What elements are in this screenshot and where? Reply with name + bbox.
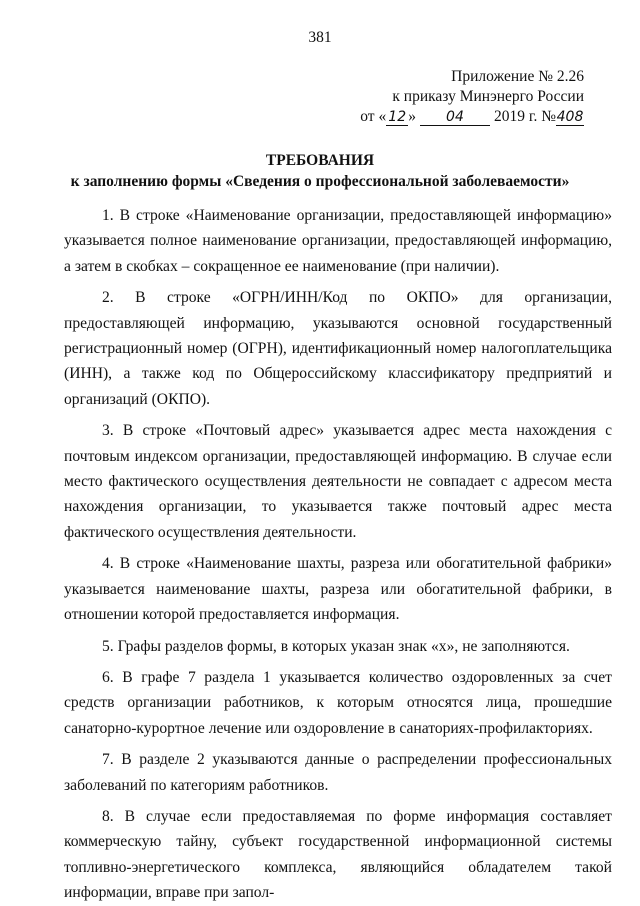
title-heading: ТРЕБОВАНИЯ: [265, 152, 375, 169]
document-body: [64, 203, 612, 906]
appendix-date-line: [344, 107, 584, 127]
date-month: 04: [420, 109, 490, 126]
order-number: 408: [556, 109, 584, 125]
date-prefix: от «: [360, 108, 387, 125]
document-title: [0, 150, 640, 192]
paragraph-6: 6. В графе 7 раздела 1 указывается количество оздоровленных за счет средств организации работников, к которым относятся лица, прошедшие санаторно-курортное лечение или оздоровление в санаториях-профилакториях.: [64, 668, 612, 737]
paragraph-2: 2. В строке «ОГРН/ИНН/Код по ОКПО» для организации, предоставляющей информацию, указываются основной государственный регистрационный номер (ОГРН), идентификационный номер налогоплательщика (ИНН), а также код по Общероссийскому классификатору предприятий и организаций (ОКПО).: [64, 289, 612, 408]
appendix-title: Приложение № 2.26: [451, 68, 584, 85]
appendix-header: [344, 67, 584, 127]
date-mid: »: [408, 108, 416, 125]
date-day: 12: [386, 109, 408, 126]
paragraph-7: 7. В разделе 2 указываются данные о распределении профессиональных заболеваний по категориям работников.: [64, 751, 612, 794]
paragraph-4: 4. В строке «Наименование шахты, разреза или обогатительной фабрики» указывается наименование шахты, разреза или обогатительной фабрики, в отношении которой предоставляется информация.: [64, 555, 612, 624]
page-number: 381: [308, 29, 332, 46]
paragraph-8: 8. В случае если предоставляемая по форме информация составляет коммерческую тайну, субъект государственной информационной системы топливно-энергетического комплекса, являющийся обладателем такой информации, вправе при запол-: [64, 807, 612, 902]
paragraph-3: 3. В строке «Почтовый адрес» указывается адрес места нахождения с почтовым индексом организации, предоставляющей информацию. В случае если место фактического осуществления деятельности не совпадает с адресом места нахождения организации, то указывается также почтовый адрес места фактического осуществления деятельности.: [64, 422, 612, 541]
date-year: 2019 г. №: [493, 108, 556, 125]
title-subheading: к заполнению формы «Сведения о профессиональной заболеваемости»: [70, 173, 570, 190]
appendix-order-reference: к приказу Минэнерго России: [392, 88, 584, 105]
paragraph-5: 5. Графы разделов формы, в которых указан знак «х», не заполняются.: [102, 637, 570, 655]
paragraph-1: 1. В строке «Наименование организации, предоставляющей информацию» указывается полное наименование организации, предоставляющей информацию, а затем в скобках – сокращенное ее наименование (при наличии).: [64, 207, 612, 275]
